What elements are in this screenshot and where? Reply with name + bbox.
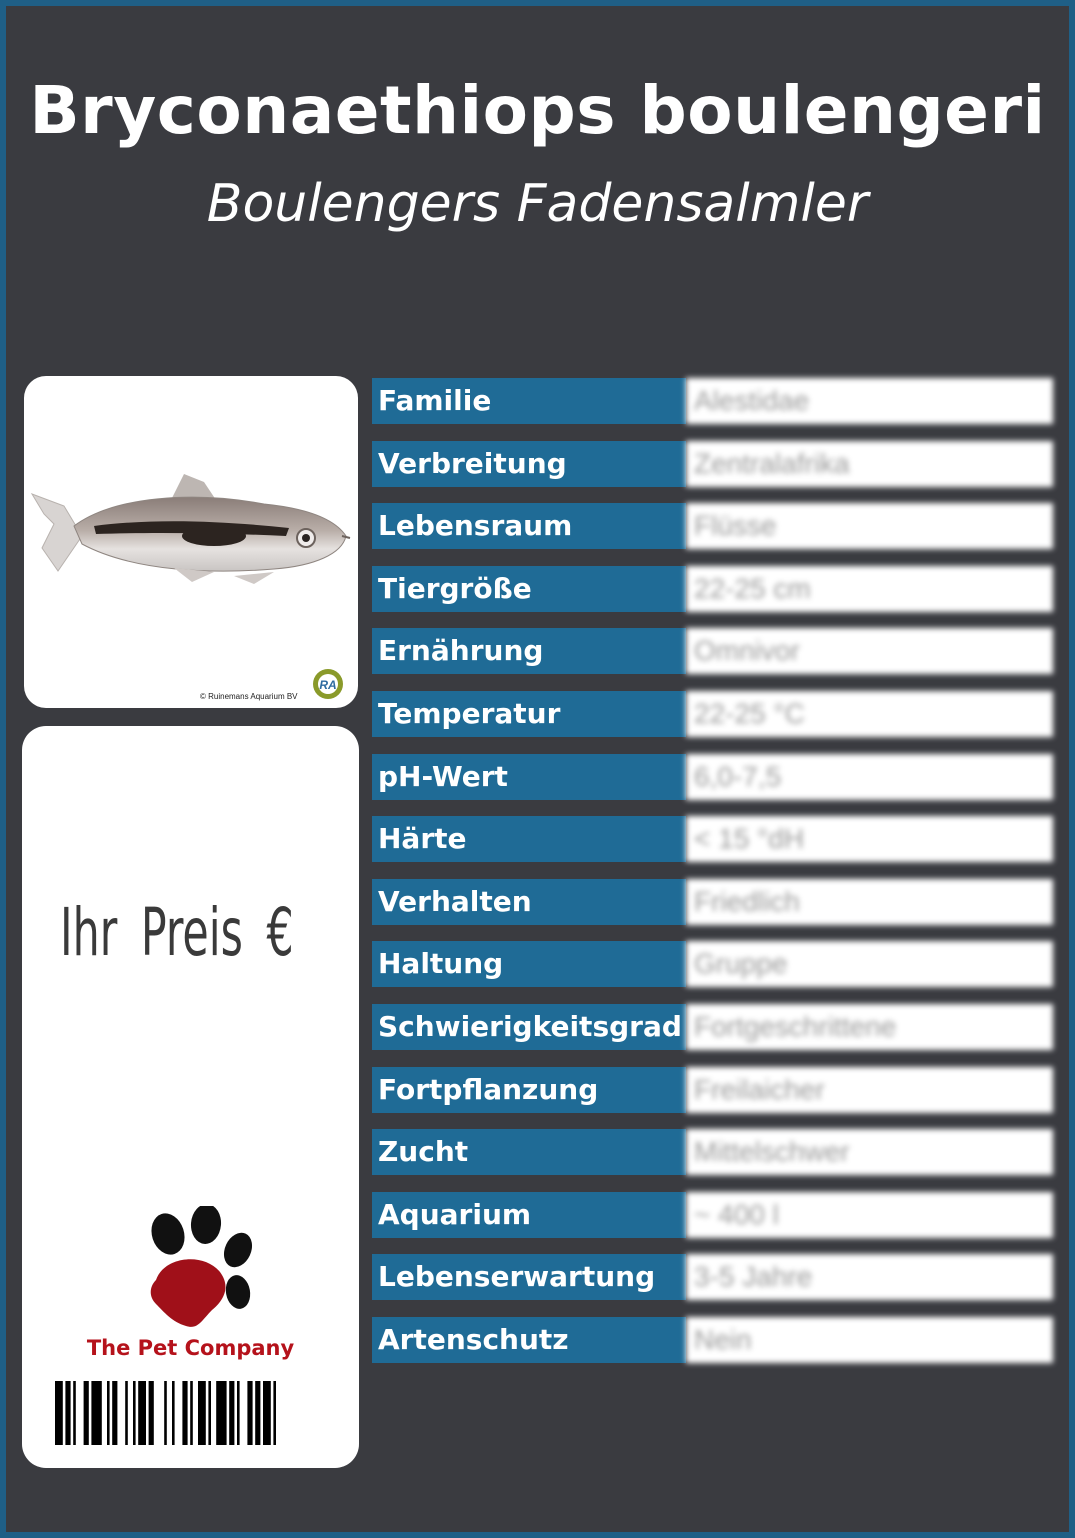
fact-row xyxy=(372,628,1053,674)
species-title: Bryconaethiops boulengeri xyxy=(29,72,1046,149)
fact-row xyxy=(372,879,1053,925)
fact-value: 22-25 cm xyxy=(686,566,1053,612)
fact-value: 22-25 °C xyxy=(686,691,1053,737)
fact-row xyxy=(372,1254,1053,1300)
barcode-icon xyxy=(55,1381,335,1445)
fact-label: Aquarium xyxy=(372,1192,686,1238)
fact-value: Flüsse xyxy=(686,503,1053,549)
logo-text: RA xyxy=(319,678,337,692)
price-panel xyxy=(22,726,359,1468)
fact-value: Nein xyxy=(686,1317,1053,1363)
fact-label: Lebenserwartung xyxy=(372,1254,686,1300)
fact-value: Gruppe xyxy=(686,941,1053,987)
fact-label: Tiergröße xyxy=(372,566,686,612)
fish-image xyxy=(24,376,358,708)
fact-value: 6,0-7,5 xyxy=(686,754,1053,800)
fact-label: Verbreitung xyxy=(372,441,686,487)
fish-photo-panel xyxy=(24,376,358,708)
fact-label: Schwierigkeitsgrad xyxy=(372,1004,686,1050)
fact-label: Familie xyxy=(372,378,686,424)
fact-label: Haltung xyxy=(372,941,686,987)
fact-row xyxy=(372,691,1053,737)
fact-row xyxy=(372,1317,1053,1363)
fact-label: Lebensraum xyxy=(372,503,686,549)
fact-row xyxy=(372,754,1053,800)
fact-row xyxy=(372,378,1053,424)
fact-label: Artenschutz xyxy=(372,1317,686,1363)
fact-row xyxy=(372,441,1053,487)
fact-label: Härte xyxy=(372,816,686,862)
fact-value: Mittelschwer xyxy=(686,1129,1053,1175)
price-label: Ihr Preis € xyxy=(60,894,294,971)
fact-label: pH-Wert xyxy=(372,754,686,800)
species-common-name: Boulengers Fadensalmler xyxy=(206,174,869,234)
fact-value: Zentralafrika xyxy=(686,441,1053,487)
fact-label: Temperatur xyxy=(372,691,686,737)
fact-row xyxy=(372,1004,1053,1050)
fact-label: Verhalten xyxy=(372,879,686,925)
fact-row xyxy=(372,503,1053,549)
fact-value: Alestidae xyxy=(686,378,1053,424)
paw-logo-icon xyxy=(134,1206,254,1334)
fact-label: Fortpflanzung xyxy=(372,1067,686,1113)
fact-value: 3-5 Jahre xyxy=(686,1254,1053,1300)
fact-value: Omnivor xyxy=(686,628,1053,674)
fact-label: Zucht xyxy=(372,1129,686,1175)
fact-value: Friedlich xyxy=(686,879,1053,925)
ruinemans-logo-icon xyxy=(312,668,344,700)
fact-row xyxy=(372,816,1053,862)
fact-row xyxy=(372,566,1053,612)
fact-value: Fortgeschrittene xyxy=(686,1004,1053,1050)
fact-value: Freilaicher xyxy=(686,1067,1053,1113)
fact-value: ~ 400 l xyxy=(686,1192,1053,1238)
fact-row xyxy=(372,1067,1053,1113)
fact-row xyxy=(372,941,1053,987)
fact-value: < 15 °dH xyxy=(686,816,1053,862)
fact-label: Ernährung xyxy=(372,628,686,674)
photo-copyright: © Ruinemans Aquarium BV xyxy=(200,692,298,701)
brand-name: The Pet Company xyxy=(86,1336,295,1360)
fact-row xyxy=(372,1129,1053,1175)
fact-row xyxy=(372,1192,1053,1238)
